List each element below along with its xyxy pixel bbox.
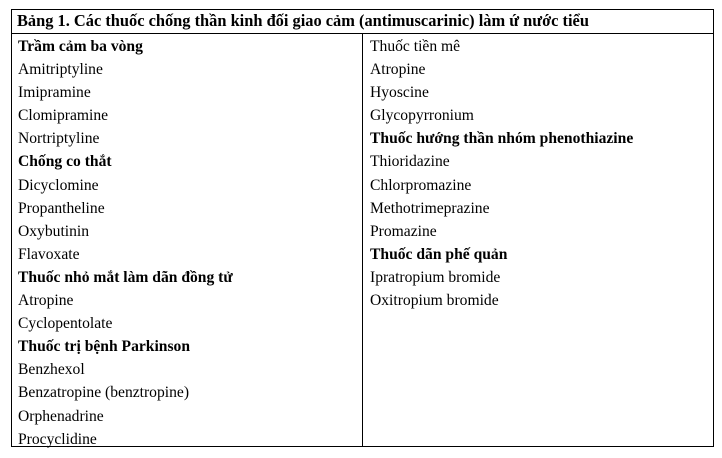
- group-heading: Thuốc dãn phế quản: [370, 245, 508, 263]
- drug-item: Cyclopentolate: [18, 315, 113, 333]
- group-heading: Thuốc hướng thần nhóm phenothiazine: [370, 130, 634, 148]
- drug-item: Oxitropium bromide: [370, 292, 499, 310]
- drug-item: Oxybutinin: [18, 222, 90, 240]
- left-column: [12, 34, 363, 446]
- table-caption: Bảng 1. Các thuốc chống thần kinh đối giao cảm (antimuscarinic) làm ứ nước tiểu: [12, 10, 713, 34]
- drug-item: Propantheline: [18, 199, 105, 217]
- drug-item: Chlorpromazine: [370, 176, 472, 194]
- drug-item: Clomipramine: [18, 107, 109, 125]
- drug-item: Flavoxate: [18, 245, 80, 263]
- group-heading: Thuốc tiền mê: [370, 38, 461, 55]
- drug-item: Benzatropine (benztropine): [18, 384, 190, 402]
- drug-item: Orphenadrine: [18, 407, 104, 425]
- drug-item: Thioridazine: [370, 153, 450, 171]
- drug-item: Glycopyrronium: [370, 107, 474, 125]
- drug-item: Dicyclomine: [18, 176, 99, 194]
- drug-item: Imipramine: [18, 84, 91, 102]
- group-heading: Chống co thắt: [18, 153, 112, 171]
- drug-item: Hyoscine: [370, 84, 429, 102]
- drug-item: Ipratropium bromide: [370, 268, 501, 286]
- group-heading: Thuốc nhỏ mắt làm dãn đồng tử: [18, 268, 233, 286]
- drug-item: Atropine: [370, 61, 426, 79]
- drug-item: Atropine: [18, 292, 74, 310]
- drug-item: Amitriptyline: [18, 61, 103, 79]
- drug-item: Promazine: [370, 222, 437, 240]
- drug-item: Nortriptyline: [18, 130, 100, 148]
- group-heading: Trầm cảm ba vòng: [18, 38, 143, 55]
- right-column: [363, 34, 713, 446]
- drug-table: [11, 9, 714, 447]
- group-heading: Thuốc trị bệnh Parkinson: [18, 338, 191, 356]
- drug-item: Benzhexol: [18, 361, 85, 379]
- drug-item: Procyclidine: [18, 430, 97, 448]
- drug-item: Methotrimeprazine: [370, 199, 490, 217]
